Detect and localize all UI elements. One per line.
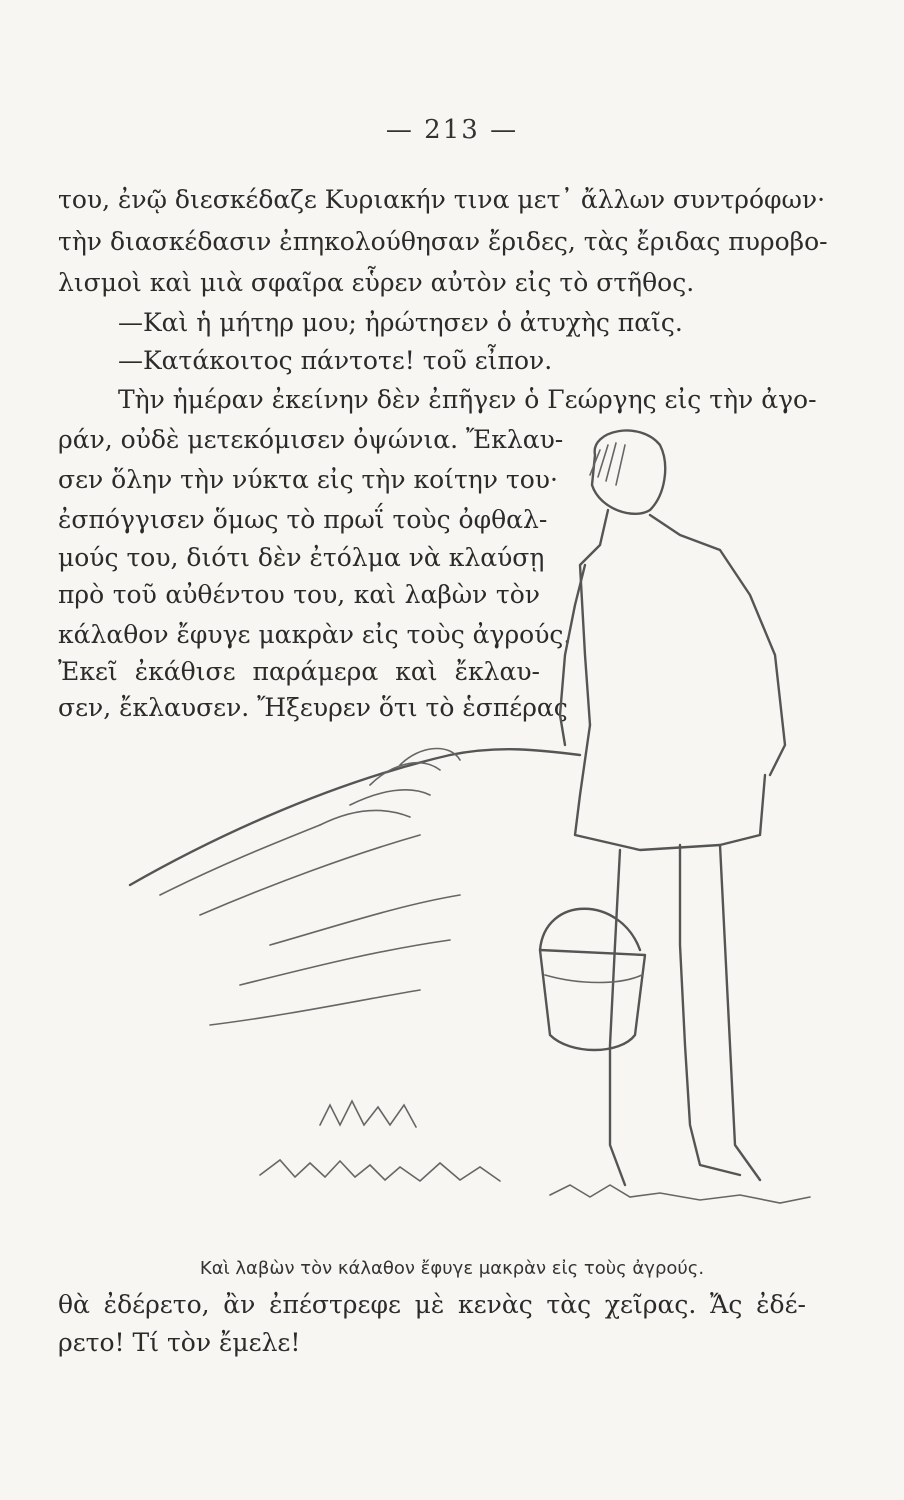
text-line: ρετο! Τί τὸν ἔμελε! xyxy=(58,1328,301,1357)
text-line: ράν, οὐδὲ μετεκόμισεν ὀψώνια. Ἔκλαυ- xyxy=(58,425,564,454)
boy-with-basket-illustration xyxy=(120,425,820,1245)
basket-body xyxy=(540,950,645,1050)
basket-rim xyxy=(545,975,642,983)
furrow-lines xyxy=(160,825,460,1025)
ground-line xyxy=(550,1185,810,1203)
illustration-caption: Καὶ λαβὼν τὸν κάλαθον ἔφυγε μακρὰν εἰς τοὺς ἀγρούς. xyxy=(199,1258,705,1279)
grass-tufts xyxy=(320,1101,416,1127)
back-outline xyxy=(580,510,608,725)
page-number: — 213 — xyxy=(385,115,519,145)
left-leg xyxy=(610,850,625,1185)
field-ridge xyxy=(130,749,580,885)
text-line: θὰ ἐδέρετο, ἂν ἐπέστρεφε μὲ κενὰς τὰς χεῖρας. Ἄς ἐδέ- xyxy=(58,1290,806,1319)
text-line: λισμοὶ καὶ μιὰ σφαῖρα εὗρεν αὐτὸν εἰς τὸ στῆθος. xyxy=(58,268,695,297)
text-line: σεν ὅλην τὴν νύκτα εἰς τὴν κοίτην του· xyxy=(58,465,558,494)
right-leg-back xyxy=(720,845,760,1180)
text-line: Ἐκεῖ ἐκάθισε παράμερα καὶ ἔκλαυ- xyxy=(58,657,540,686)
right-leg xyxy=(680,845,740,1175)
text-line: πρὸ τοῦ αὐθέντου του, καὶ λαβὼν τὸν xyxy=(58,580,540,609)
right-arm xyxy=(650,515,785,775)
grass-left xyxy=(260,1160,500,1181)
text-line: Τὴν ἡμέραν ἐκείνην δὲν ἐπῆγεν ὁ Γεώργης εἰς τὴν ἀγο- xyxy=(118,385,817,414)
head-drawing xyxy=(592,431,665,514)
text-line: τὴν διασκέδασιν ἐπηκολούθησαν ἔριδες, τὰς ἔριδας πυροβο- xyxy=(58,227,828,256)
text-line: του, ἐνῷ διεσκέδαζε Κυριακήν τινα μετ᾽ ἄλλων συντρόφων· xyxy=(58,185,826,214)
text-line: κάλαθον ἔφυγε μακρὰν εἰς τοὺς ἀγρούς. xyxy=(58,620,572,649)
dialogue-line: —Κατάκοιτος πάντοτε! τοῦ εἶπον. xyxy=(118,346,553,375)
text-line: ἐσπόγγισεν ὅμως τὸ πρωΐ τοὺς ὀφθαλ- xyxy=(58,505,548,534)
text-line: μούς του, διότι δὲν ἐτόλμα νὰ κλαύσῃ xyxy=(58,543,545,572)
shirt-hem xyxy=(575,725,765,850)
text-line: σεν, ἔκλαυσεν. Ἤξευρεν ὅτι τὸ ἑσπέρας xyxy=(58,693,568,722)
basket-handle xyxy=(540,909,640,950)
dialogue-line: —Καὶ ἡ μήτηρ μου; ἠρώτησεν ὁ ἀτυχὴς παῖς. xyxy=(118,308,683,337)
